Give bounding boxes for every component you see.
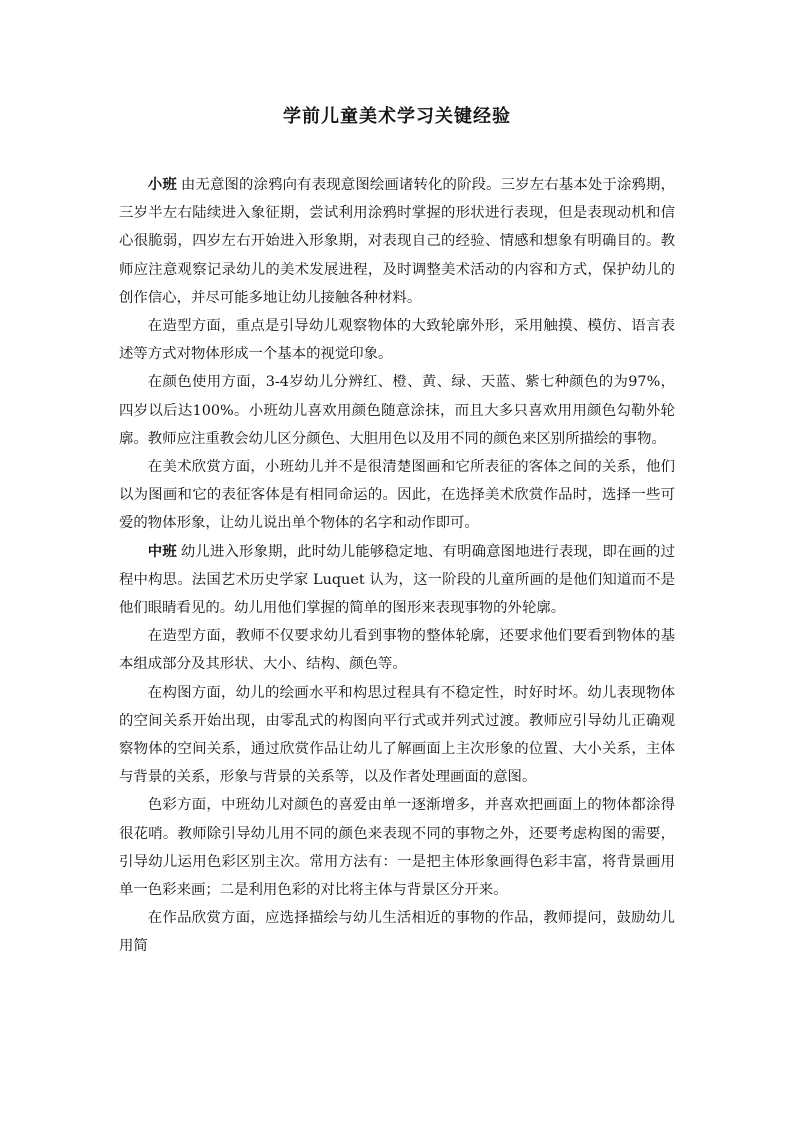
document-body [119,171,675,961]
paragraph-text: 在构图方面，幼儿的绘画水平和构思过程具有不稳定性，时好时坏。幼儿表现物体的空间关系开始出现，由零乱式的构图向平行式或并列式过渡。教师应引导幼儿正确观察物体的空间关系，通过欣赏作品让幼儿了解画面上主次形象的位置、大小关系，主体与背景的关系，形象与背景的关系等，以及作者处理画面的意图。 [119,684,675,786]
paragraph [119,622,675,678]
document-title: 学前儿童美术学习关键经验 [283,106,511,127]
paragraph-text: 幼儿进入形象期，此时幼儿能够稳定地、有明确意图地进行表现，即在画的过程中构思。法国艺术历史学家 Luquet 认为，这一阶段的儿童所画的是他们知道而不是他们眼睛看见的。幼儿用他们掌握的简单的图形来表现事物的外轮廓。 [119,543,675,617]
paragraph [119,538,675,623]
paragraph [119,791,675,904]
paragraph-text: 在造型方面，重点是引导幼儿观察物体的大致轮廓外形，采用触摸、模仿、语言表述等方式对物体形成一个基本的视觉印象。 [119,318,675,363]
paragraph [119,904,675,960]
paragraph [119,453,675,538]
paragraph-text: 在作品欣赏方面，应选择描绘与幼儿生活相近的事物的作品，教师提问，鼓励幼儿用简 [119,910,675,955]
paragraph-text: 色彩方面，中班幼儿对颜色的喜爱由单一逐渐增多，并喜欢把画面上的物体都涂得很花哨。教师除引导幼儿用不同的颜色来表现不同的事物之外，还要考虑构图的需要，引导幼儿运用色彩区别主次。常用方法有：一是把主体形象画得色彩丰富，将背景画用单一色彩来画；二是利用色彩的对比将主体与背景区分开来。 [119,797,675,899]
paragraph-text: 在美术欣赏方面，小班幼儿并不是很清楚图画和它所表征的客体之间的关系，他们以为图画和它的表征客体是有相同命运的。因此，在选择美术欣赏作品时，选择一些可爱的物体形象，让幼儿说出单个物体的名字和动作即可。 [119,459,675,532]
paragraph [119,171,675,312]
paragraph [119,312,675,368]
paragraph-text: 由无意图的涂鸦向有表现意图绘画诸转化的阶段。三岁左右基本处于涂鸦期，三岁半左右陆续进入象征期，尝试利用涂鸦时掌握的形状进行表现，但是表现动机和信心很脆弱，四岁左右开始进入形象期，对表现自己的经验、情感和想象有明确目的。教师应注意观察记录幼儿的美术发展进程，及时调整美术活动的内容和方式，保护幼儿的创作信心，并尽可能多地让幼儿接触各种材料。 [119,177,675,306]
paragraph-lead: 小班 [147,176,177,193]
paragraph-text: 在造型方面，教师不仅要求幼儿看到事物的整体轮廓，还要求他们要看到物体的基本组成部分及其形状、大小、结构、颜色等。 [119,628,675,673]
paragraph [119,679,675,792]
paragraph [119,368,675,453]
paragraph-lead: 中班 [147,542,177,560]
paragraph-text: 在颜色使用方面，3-4岁幼儿分辨红、橙、黄、绿、天蓝、紫七种颜色的为97%，四岁以后达100%。小班幼儿喜欢用颜色随意涂抹，而且大多只喜欢用用颜色勾勒外轮廓。教师应注重教会幼儿区分颜色、大胆用色以及用不同的颜色来区别所描绘的事物。 [119,374,675,447]
